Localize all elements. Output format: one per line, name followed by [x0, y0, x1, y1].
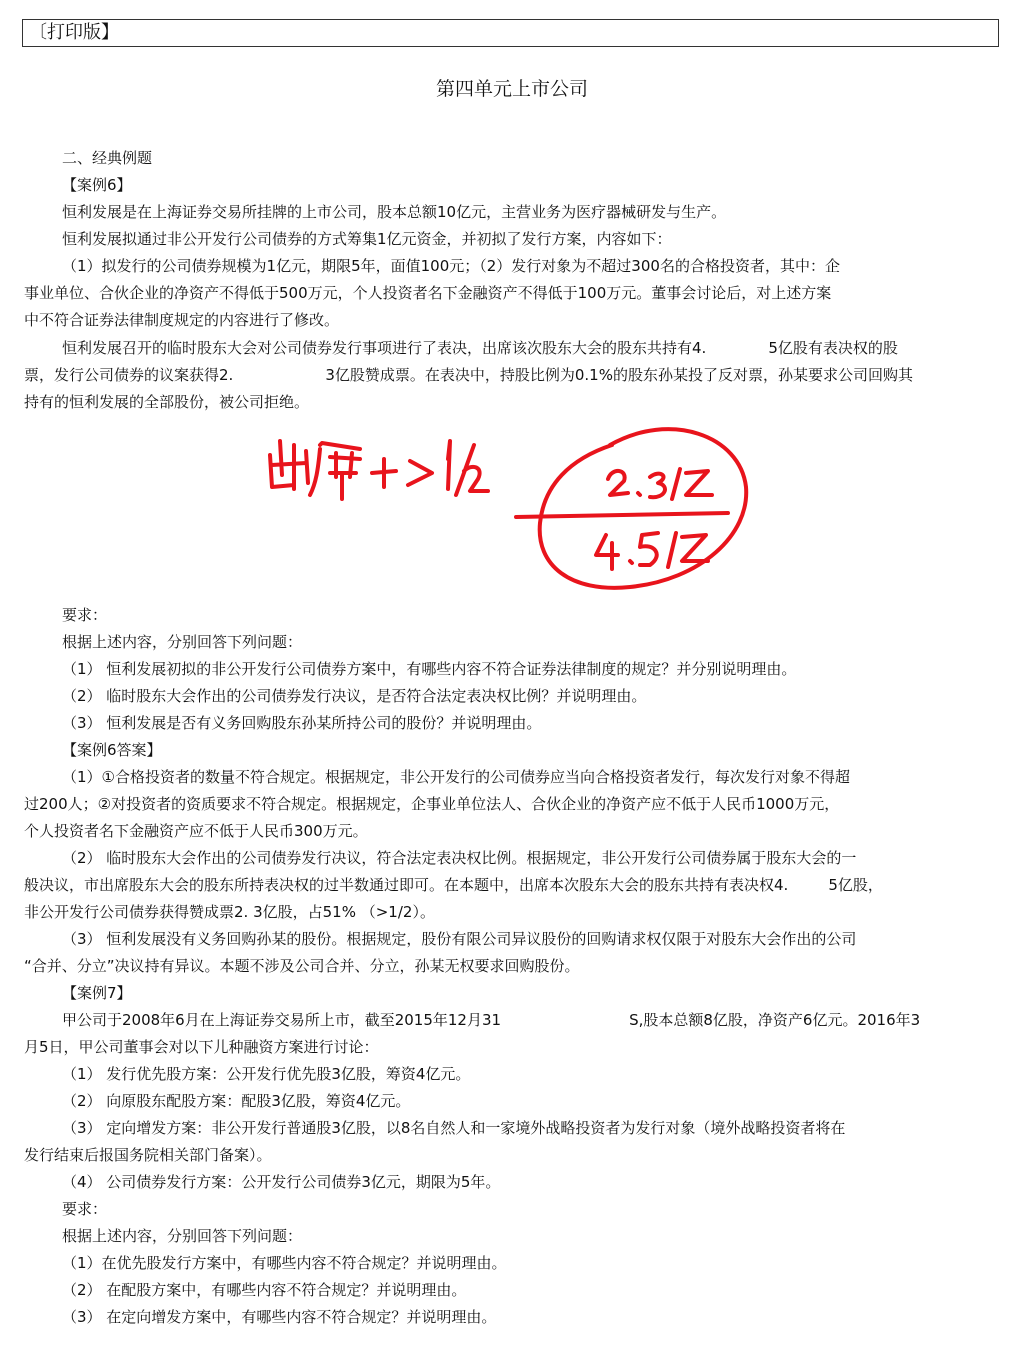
case6-answer-2-line-1: （2） 临时股东大会作出的公司债券发行决议，符合法定表决权比例。根据规定，非公开发行公司债券属于股东大会的一	[62, 849, 857, 867]
case6-p4-l1-part-a: 恒利发展召开的临时股东大会对公司债券发行事项进行了表决，出席该次股东大会的股东共持有4.	[62, 339, 707, 357]
case6-paragraph-1: 恒利发展是在上海证券交易所挂牌的上市公司，股本总额10亿元，主营业务为医疗器械研发与生产。	[62, 203, 727, 221]
case6-answer-2-line-2-part-b: 5亿股，	[828, 876, 883, 894]
case6-answer-1-line-1: （1）①合格投资者的数量不符合规定。根据规定，非公开发行的公司债券应当向合格投资者发行，每次发行对象不得超	[62, 768, 850, 786]
case6-paragraph-3-line-2: 事业单位、合伙企业的净资产不得低于500万元，个人投资者名下金融资产不得低于100万元。董事会讨论后，对上述方案	[24, 284, 832, 302]
case6-paragraph-4-line-2	[24, 365, 913, 385]
case7-paragraph-1-line-1	[62, 1010, 920, 1030]
case6-question-3: （3） 恒利发展是否有义务回购股东孙某所持公司的股份？并说明理由。	[62, 714, 542, 732]
case6-answer-2-line-2	[24, 875, 883, 895]
case6-answer-1-line-3: 个人投资者名下金融资产应不低于人民币300万元。	[24, 822, 368, 840]
case7-option-4: （4） 公司债券发行方案：公开发行公司债券3亿元，期限为5年。	[62, 1173, 501, 1191]
case6-answer-3-line-1: （3） 恒利发展没有义务回购孙某的股份。根据规定，股份有限公司异议股份的回购请求权仅限于对股东大会作出的公司	[62, 930, 857, 948]
case7-option-1: （1） 发行优先股方案：公开发行优先股3亿股，筹资4亿元。	[62, 1065, 471, 1083]
case6-paragraph-4-line-1	[62, 338, 898, 358]
case7-question-3: （3） 在定向增发方案中，有哪些内容不符合规定？并说明理由。	[62, 1308, 497, 1326]
case7-option-3-line-2: 发行结束后报国务院相关部门备案）。	[24, 1146, 272, 1164]
case7-questions-intro: 根据上述内容，分别回答下列问题：	[62, 1227, 303, 1245]
case7-heading: 【案例7】	[62, 984, 132, 1002]
case6-p4-l2-part-a: 票，发行公司债券的议案获得2.	[24, 366, 234, 384]
print-version-label: 〔打印版】	[29, 22, 119, 43]
page-title: 第四单元上市公司	[435, 78, 588, 100]
case6-answer-3-line-2: “合并、分立”决议持有异议。本题不涉及公司合并、分立，孙某无权要求回购股份。	[24, 957, 580, 975]
case6-answer-2-line-3: 非公开发行公司债券获得赞成票2. 3亿股，占51% （>1/2）。	[24, 903, 435, 921]
case6-heading: 【案例6】	[62, 176, 132, 194]
case6-question-1: （1） 恒利发展初拟的非公开发行公司债券方案中，有哪些内容不符合证券法律制度的规定？并分别说明理由。	[62, 660, 797, 678]
print-version-header	[22, 19, 999, 47]
case6-answer-2-line-2-part-a: 般决议，市出席股东大会的股东所持表决权的过半数通过即可。在本题中，出席本次股东大会的股东共持有表决权4.	[24, 876, 789, 894]
case6-answer-heading: 【案例6答案】	[62, 741, 162, 759]
case6-paragraph-4-line-3: 持有的恒利发展的全部股份，被公司拒绝。	[24, 393, 310, 411]
case6-requirement-label: 要求：	[62, 606, 108, 624]
case7-question-1: （1）在优先股发行方案中，有哪些内容不符合规定？并说明理由。	[62, 1254, 507, 1272]
case7-p1-l1-part-b: S,股本总额8亿股，净资产6亿元。2016年3	[629, 1011, 921, 1029]
section-heading: 二、经典例题	[62, 149, 153, 167]
handwritten-annotation	[250, 415, 760, 595]
case7-p1-l1-part-a: 甲公司于2008年6月在上海证券交易所上市，截至2015年12月31	[62, 1011, 502, 1029]
case7-option-3-line-1: （3） 定向增发方案：非公开发行普通股3亿股，以8名自然人和一家境外战略投资者为发行对象（境外战略投资者将在	[62, 1119, 846, 1137]
case6-paragraph-2: 恒利发展拟通过非公开发行公司债券的方式筹集1亿元资金，并初拟了发行方案，内容如下：	[62, 230, 672, 248]
case6-answer-1-line-2: 过200人；②对投资者的资质要求不符合规定。根据规定，企事业单位法人、合伙企业的净资产应不低于人民币1000万元，	[24, 795, 840, 813]
case6-p4-l2-part-b: 3亿股赞成票。在表决中，持股比例为0.1%的股东孙某投了反对票，孙某要求公司回购其	[325, 366, 913, 384]
case6-questions-intro: 根据上述内容，分别回答下列问题：	[62, 633, 303, 651]
case7-requirement-label: 要求：	[62, 1200, 108, 1218]
case6-paragraph-3-line-1: （1）拟发行的公司债券规模为1亿元，期限5年，面值100元；（2）发行对象为不超过300名的合格投资者，其中：企	[62, 257, 840, 275]
case7-paragraph-1-line-2: 月5日，甲公司董事会对以下儿种融资方案进行讨论：	[24, 1038, 379, 1056]
case7-question-2: （2） 在配股方案中，有哪些内容不符合规定？并说明理由。	[62, 1281, 467, 1299]
case6-p4-l1-part-b: 5亿股有表决权的股	[768, 339, 898, 357]
case7-option-2: （2） 向原股东配股方案：配股3亿股，筹资4亿元。	[62, 1092, 411, 1110]
case6-paragraph-3-line-3: 中不符合证券法律制度规定的内容进行了修改。	[24, 311, 340, 329]
case6-question-2: （2） 临时股东大会作出的公司债券发行决议，是否符合法定表决权比例？并说明理由。	[62, 687, 647, 705]
